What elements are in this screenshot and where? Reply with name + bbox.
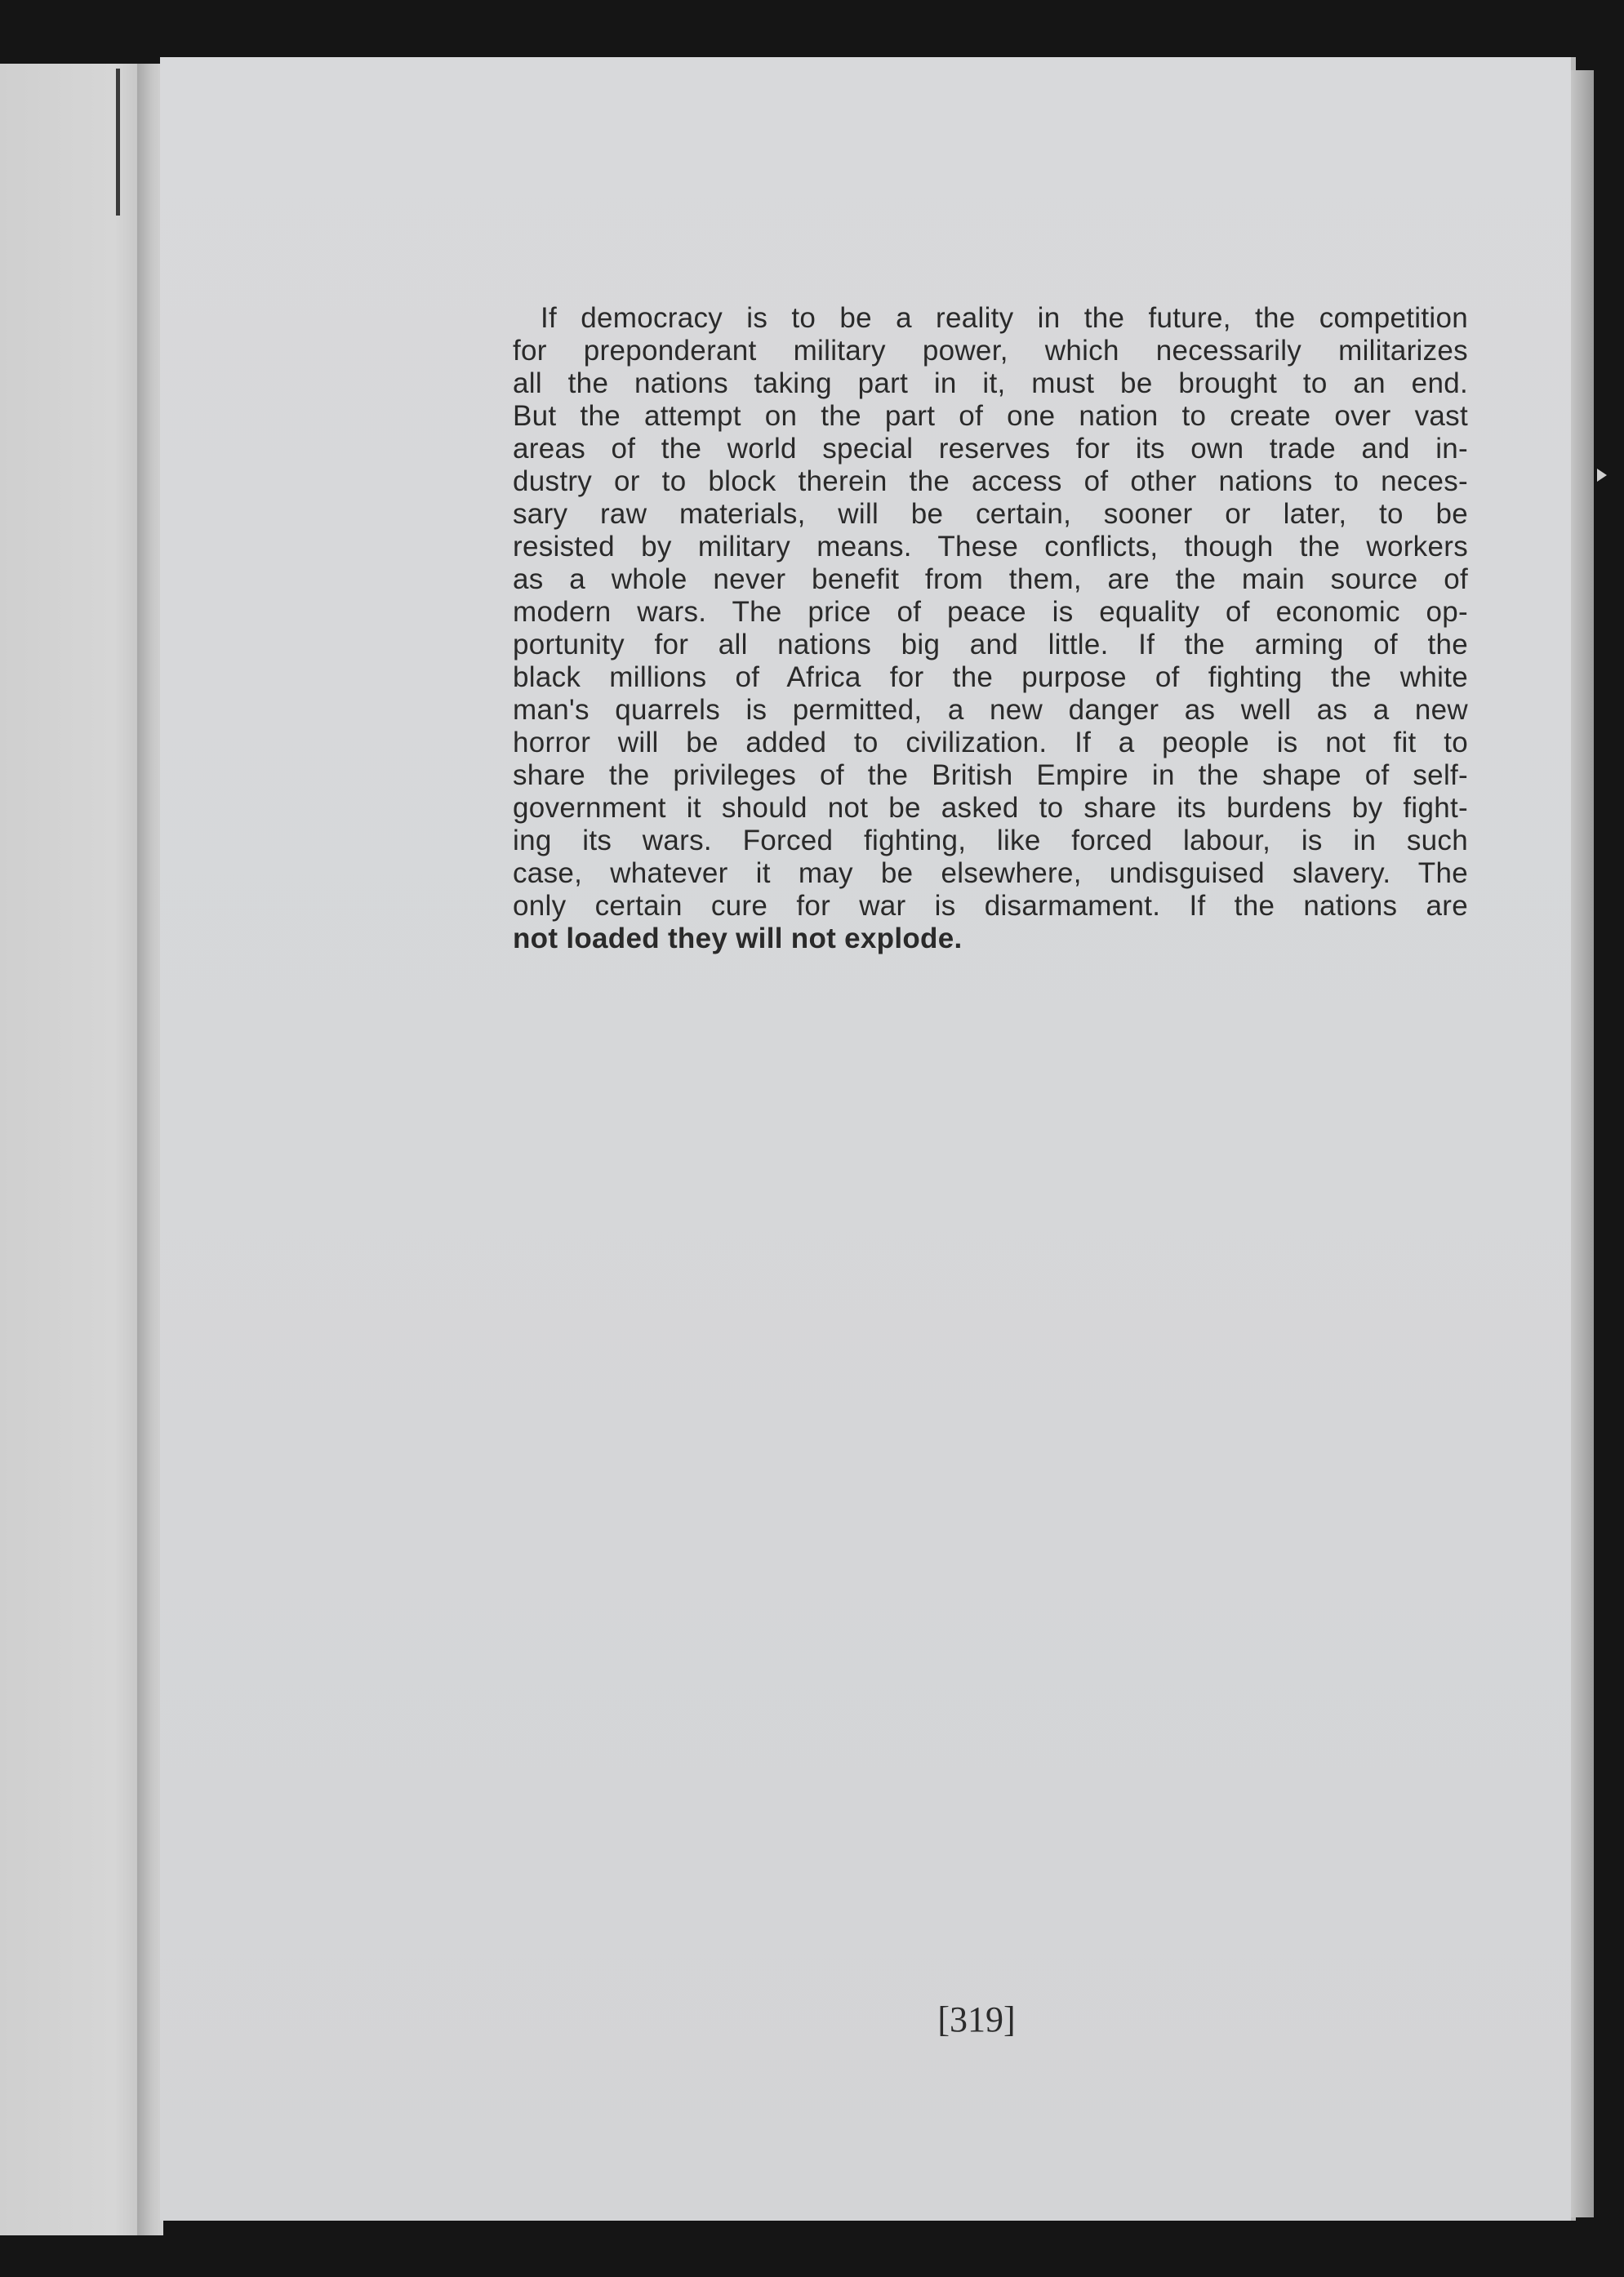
paragraph-line: only certain cure for war is disarmament. If the nations are xyxy=(513,890,1468,922)
paragraph-line: modern wars. The price of peace is equality of economic op- xyxy=(513,596,1468,628)
right-page-edge xyxy=(1571,70,1594,2217)
paragraph-line: black millions of Africa for the purpose of fighting the white xyxy=(513,661,1468,693)
paragraph-line: areas of the world special reserves for its own trade and in- xyxy=(513,433,1468,465)
edge-arrow-icon xyxy=(1597,469,1607,482)
page-number: [319] xyxy=(937,1999,1016,2039)
book-page xyxy=(160,57,1571,2221)
paragraph-line: case, whatever it may be elsewhere, undisguised slavery. The xyxy=(513,857,1468,889)
paragraph-line: If democracy is to be a reality in the future, the competition xyxy=(541,302,1468,334)
paragraph-line: not loaded they will not explode. xyxy=(513,923,963,954)
paragraph-line: dustry or to block therein the access of other nations to neces- xyxy=(513,465,1468,497)
paragraph-line: horror will be added to civilization. If a people is not fit to xyxy=(513,727,1468,758)
paragraph-line: for preponderant military power, which necessarily militarizes xyxy=(513,335,1468,367)
paragraph-line: ing its wars. Forced fighting, like forced labour, is in such xyxy=(513,825,1468,856)
left-page-edge xyxy=(0,64,144,2235)
gutter-mark xyxy=(116,69,120,216)
paragraph-line: man's quarrels is permitted, a new danger as well as a new xyxy=(513,694,1468,726)
paragraph-line: sary raw materials, will be certain, sooner or later, to be xyxy=(513,498,1468,530)
paragraph-line: share the privileges of the British Empire in the shape of self- xyxy=(513,759,1468,791)
body-paragraph xyxy=(513,302,1468,955)
paragraph-line: government it should not be asked to share its burdens by fight- xyxy=(513,792,1468,824)
paragraph-line: as a whole never benefit from them, are the main source of xyxy=(513,563,1468,595)
paragraph-line: But the attempt on the part of one nation to create over vast xyxy=(513,400,1468,432)
paragraph-line: all the nations taking part in it, must be brought to an end. xyxy=(513,367,1468,399)
paragraph-line: portunity for all nations big and little. If the arming of the xyxy=(513,629,1468,660)
paragraph-line: resisted by military means. These conflicts, though the workers xyxy=(513,531,1468,563)
